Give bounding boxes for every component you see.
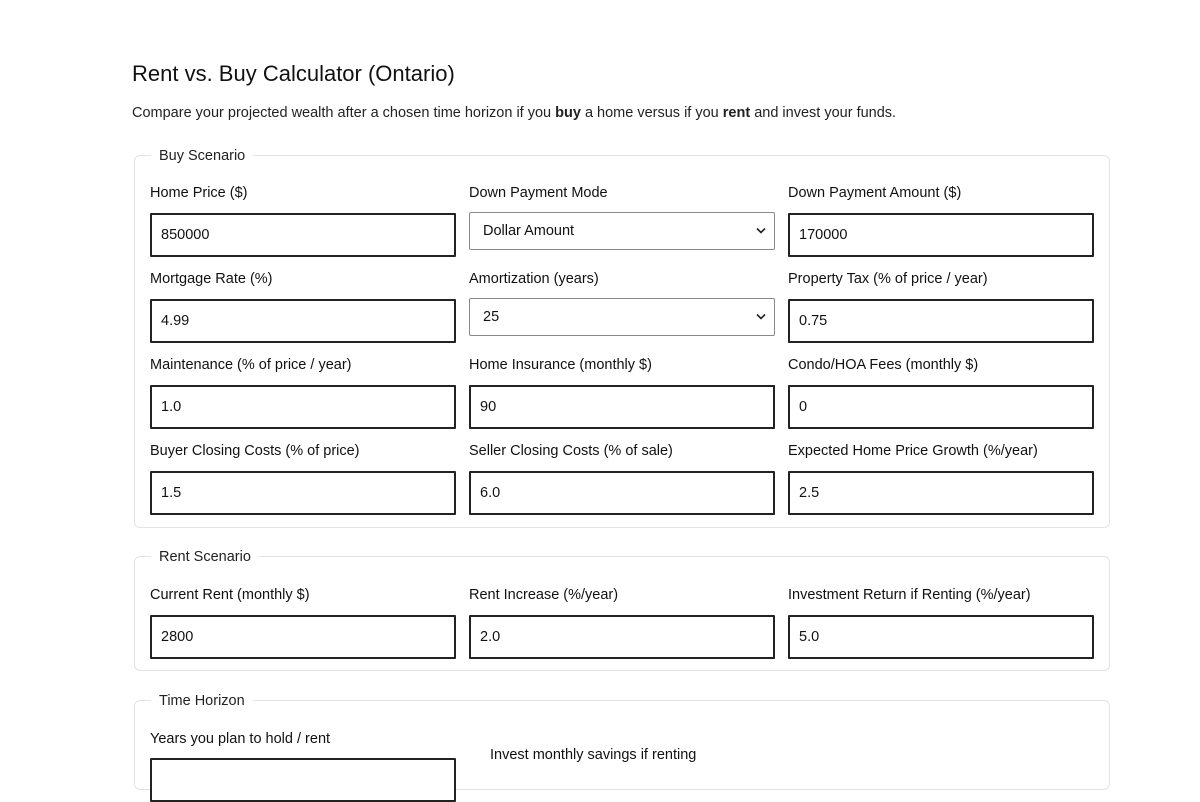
mortgage-rate-label: Mortgage Rate (%) — [150, 271, 273, 287]
down-payment-mode-select[interactable] — [469, 212, 775, 250]
years-label: Years you plan to hold / rent — [150, 731, 331, 747]
amortization-value: 25 — [483, 309, 500, 325]
condo-fees-label: Condo/HOA Fees (monthly $) — [788, 357, 979, 373]
subtitle-bold-buy: buy — [555, 105, 581, 121]
chevron-down-icon — [756, 227, 766, 235]
home-insurance-label: Home Insurance (monthly $) — [469, 357, 652, 373]
rent-increase-field — [469, 586, 775, 672]
maintenance-label: Maintenance (% of price / year) — [150, 357, 352, 373]
subtitle-bold-rent: rent — [722, 105, 751, 121]
years-input[interactable] — [150, 758, 456, 802]
subtitle-text-2: a home versus if you — [580, 105, 723, 121]
buy-scenario-legend: Buy Scenario — [151, 147, 253, 165]
maintenance-input[interactable] — [150, 385, 456, 429]
rent-scenario-legend: Rent Scenario — [151, 548, 259, 566]
current-rent-input[interactable] — [150, 615, 456, 659]
amortization-label: Amortization (years) — [469, 271, 599, 287]
years-field — [150, 730, 456, 802]
home-price-field — [150, 184, 456, 270]
mortgage-rate-input[interactable] — [150, 299, 456, 343]
down-payment-amount-label: Down Payment Amount ($) — [788, 185, 962, 201]
maintenance-field — [150, 356, 456, 442]
rent-increase-label: Rent Increase (%/year) — [469, 587, 619, 603]
property-tax-field — [788, 270, 1094, 356]
seller-closing-costs-input[interactable] — [469, 471, 775, 515]
home-price-label: Home Price ($) — [150, 185, 248, 201]
condo-fees-input[interactable] — [788, 385, 1094, 429]
home-price-growth-input[interactable] — [788, 471, 1094, 515]
current-rent-field — [150, 586, 456, 672]
rent-scenario-section — [134, 549, 1110, 671]
home-price-growth-label: Expected Home Price Growth (%/year) — [788, 443, 1038, 459]
down-payment-amount-input[interactable] — [788, 213, 1094, 257]
down-payment-mode-value: Dollar Amount — [483, 223, 575, 239]
buyer-closing-costs-input[interactable] — [150, 471, 456, 515]
investment-return-label: Investment Return if Renting (%/year) — [788, 587, 1031, 603]
seller-closing-costs-field — [469, 442, 775, 528]
condo-fees-field — [788, 356, 1094, 442]
investment-return-input[interactable] — [788, 615, 1094, 659]
buy-scenario-section — [134, 148, 1110, 528]
buyer-closing-costs-field — [150, 442, 456, 528]
property-tax-label: Property Tax (% of price / year) — [788, 271, 988, 287]
calculator-page — [132, 60, 1110, 122]
down-payment-amount-field — [788, 184, 1094, 270]
down-payment-mode-field — [469, 184, 775, 270]
amortization-field — [469, 270, 775, 356]
subtitle-text-1: Compare your projected wealth after a chosen time horizon if you — [132, 105, 556, 121]
subtitle-text-3: and invest your funds. — [750, 105, 897, 121]
page-subtitle — [132, 104, 1110, 122]
home-price-growth-field — [788, 442, 1094, 528]
time-horizon-legend: Time Horizon — [151, 692, 253, 710]
invest-savings-label: Invest monthly savings if renting — [490, 747, 697, 763]
page-title: Rent vs. Buy Calculator (Ontario) — [132, 61, 455, 86]
rent-increase-input[interactable] — [469, 615, 775, 659]
current-rent-label: Current Rent (monthly $) — [150, 587, 310, 603]
seller-closing-costs-label: Seller Closing Costs (% of sale) — [469, 443, 673, 459]
investment-return-field — [788, 586, 1094, 672]
time-horizon-section — [134, 693, 1110, 790]
home-insurance-input[interactable] — [469, 385, 775, 429]
down-payment-mode-label: Down Payment Mode — [469, 185, 608, 201]
buyer-closing-costs-label: Buyer Closing Costs (% of price) — [150, 443, 360, 459]
mortgage-rate-field — [150, 270, 456, 356]
property-tax-input[interactable] — [788, 299, 1094, 343]
amortization-select[interactable] — [469, 298, 775, 336]
home-insurance-field — [469, 356, 775, 442]
chevron-down-icon — [756, 313, 766, 321]
home-price-input[interactable] — [150, 213, 456, 257]
invest-savings-field[interactable] — [490, 746, 696, 764]
